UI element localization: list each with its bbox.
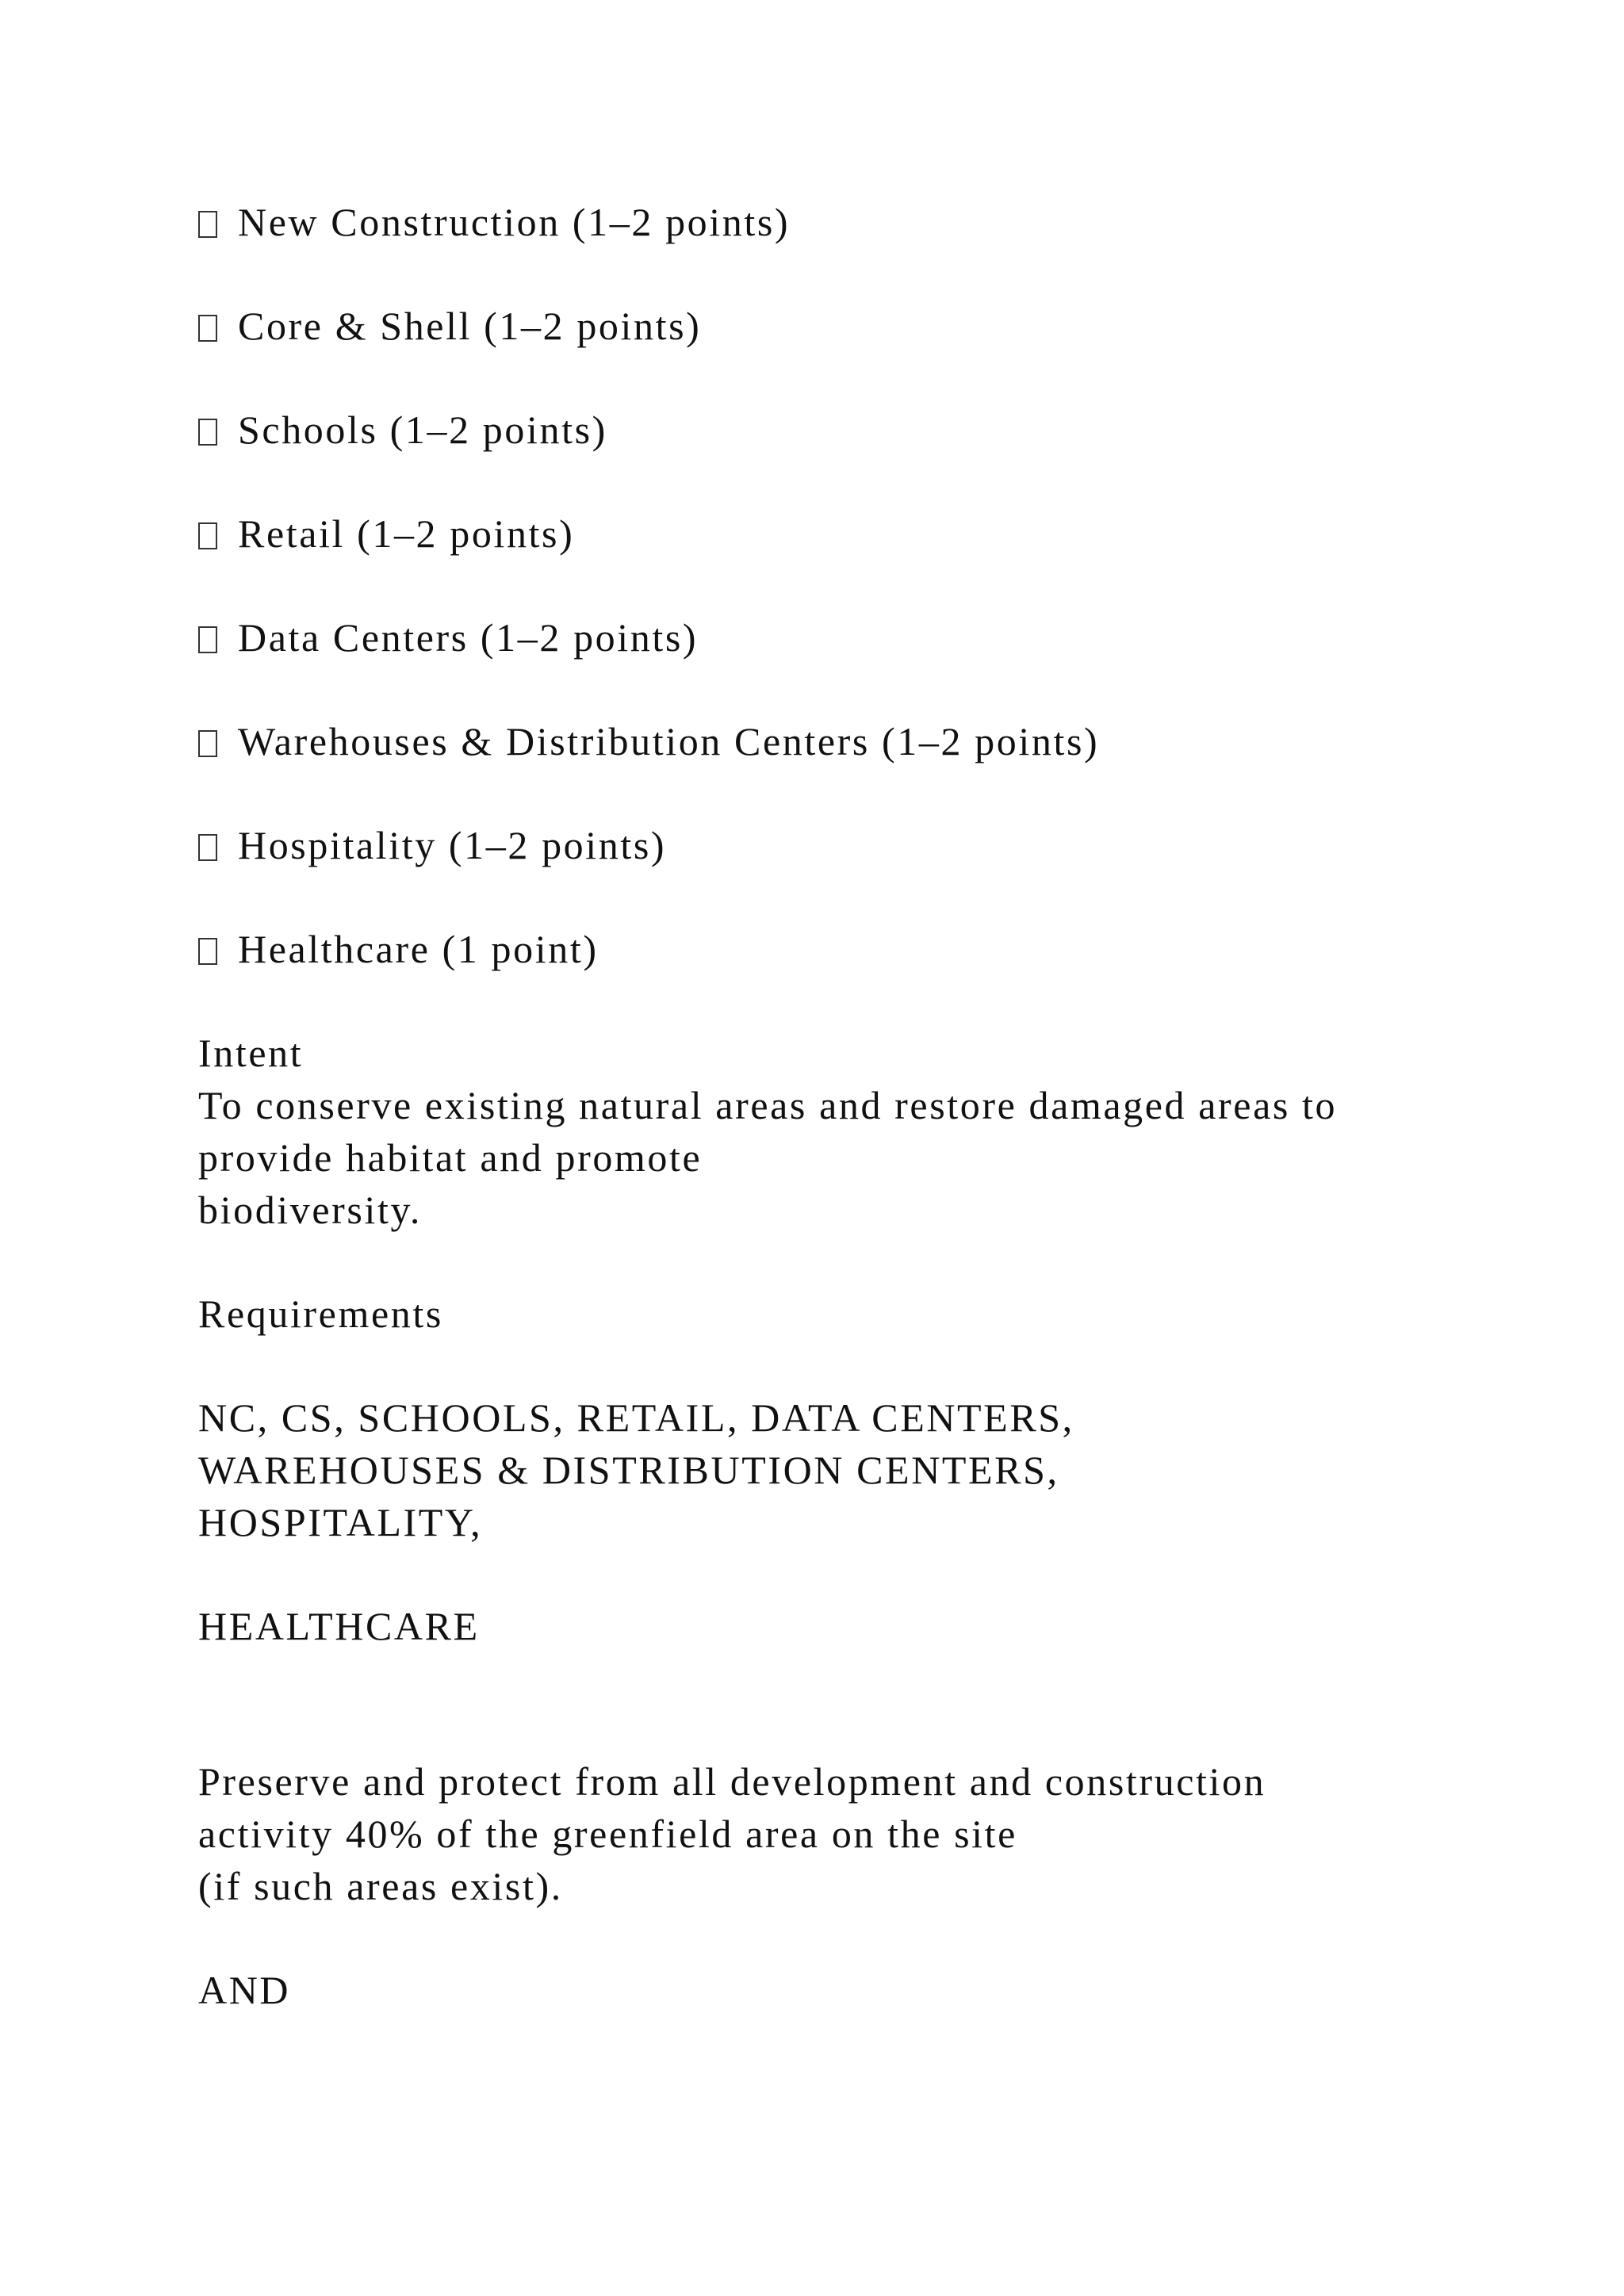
checkbox-icon	[198, 938, 217, 965]
intent-heading: Intent	[198, 1031, 304, 1075]
credit-option-data-centers	[198, 611, 698, 664]
checkbox-icon	[198, 626, 217, 653]
credit-option-warehouses	[198, 715, 1099, 767]
checkbox-icon	[198, 211, 217, 238]
requirements-heading: Requirements	[198, 1292, 443, 1336]
checkbox-icon	[198, 834, 217, 861]
requirement-text-line: activity 40% of the greenfield area on the site	[198, 1812, 1017, 1856]
credit-option-label: Schools (1–2 points)	[238, 408, 607, 452]
requirement-connector: AND	[198, 1968, 291, 2012]
intent-text-line: To conserve existing natural areas and restore damaged areas to	[198, 1083, 1338, 1127]
credit-option-label: Retail (1–2 points)	[238, 511, 575, 556]
credit-option-new-construction	[198, 196, 790, 248]
checkbox-icon	[198, 315, 217, 342]
credit-option-label: Data Centers (1–2 points)	[238, 615, 699, 660]
requirement-text-line: Preserve and protect from all development and construction	[198, 1759, 1266, 1804]
credit-option-label: Hospitality (1–2 points)	[238, 823, 667, 867]
requirement-text-line: (if such areas exist).	[198, 1864, 563, 1908]
applicability-healthcare: HEALTHCARE	[198, 1604, 480, 1648]
checkbox-icon	[198, 730, 217, 757]
credit-option-retail	[198, 507, 574, 560]
credit-option-label: New Construction (1–2 points)	[238, 200, 791, 244]
intent-text-line: provide habitat and promote	[198, 1135, 703, 1180]
credit-option-schools	[198, 404, 607, 456]
credit-option-label: Healthcare (1 point)	[238, 927, 599, 971]
applicability-line: WAREHOUSES & DISTRIBUTION CENTERS,	[198, 1448, 1059, 1492]
applicability-line: HOSPITALITY,	[198, 1500, 483, 1544]
credit-option-hospitality	[198, 819, 666, 871]
credit-option-label: Warehouses & Distribution Centers (1–2 points)	[238, 719, 1100, 763]
credit-option-healthcare	[198, 923, 599, 975]
credit-option-core-shell	[198, 300, 701, 352]
checkbox-icon	[198, 419, 217, 446]
intent-text-line: biodiversity.	[198, 1188, 422, 1232]
checkbox-icon	[198, 522, 217, 549]
credit-option-label: Core & Shell (1–2 points)	[238, 304, 702, 348]
applicability-line: NC, CS, SCHOOLS, RETAIL, DATA CENTERS,	[198, 1395, 1074, 1440]
